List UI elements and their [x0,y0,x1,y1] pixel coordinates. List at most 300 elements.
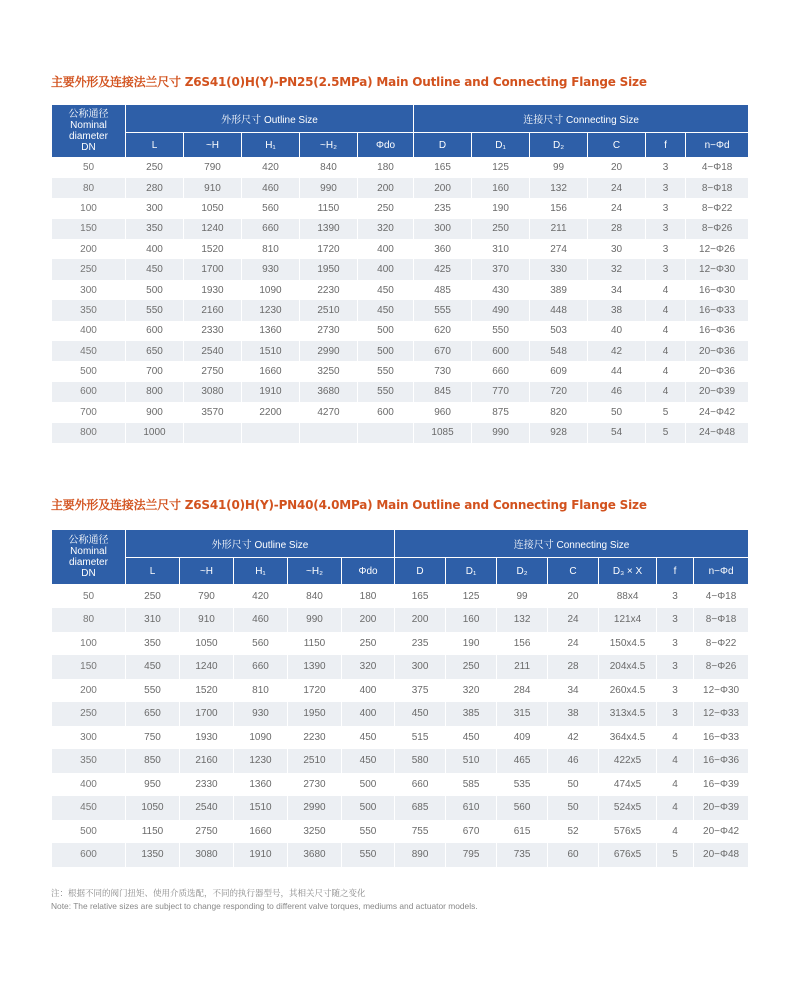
dn-cell: 80 [52,178,126,198]
table-cell: 211 [530,219,588,239]
table-cell: 320 [342,655,395,679]
table-cell: 460 [242,178,300,198]
column-header: f [646,133,686,158]
table-cell: 20−Φ42 [694,820,749,844]
column-header: ~H [184,133,242,158]
table-cell: 3 [657,702,694,726]
table-cell: 165 [395,585,446,609]
table-cell: 1090 [234,726,288,750]
table-cell: 3 [657,632,694,656]
dn-cell: 500 [52,361,126,381]
note-english: Note: The relative sizes are subject to change responding to different valve torques, mediums and actuator models. [51,901,478,911]
table-cell: 928 [530,423,588,443]
table-cell: 1700 [180,702,234,726]
table-cell: 121x4 [599,608,657,632]
table-cell: 24 [588,198,646,218]
table-cell: 16−Φ30 [686,280,749,300]
table-cell: 500 [342,773,395,797]
table-cell: 3680 [300,382,358,402]
column-header: ~H₂ [288,558,342,585]
table-cell: 550 [358,361,414,381]
connecting-size-group-header: 连接尺寸 Connecting Size [395,530,749,558]
table-cell: 4 [657,773,694,797]
table-cell: 20−Φ36 [686,361,749,381]
table-cell: 1660 [234,820,288,844]
table-cell: 24−Φ48 [686,423,749,443]
table-cell: 650 [126,702,180,726]
table-cell: 580 [395,749,446,773]
table-cell: 450 [446,726,497,750]
table-cell: 560 [234,632,288,656]
table-cell: 3080 [184,382,242,402]
table-cell [358,423,414,443]
table-cell: 510 [446,749,497,773]
dn-cell: 50 [52,158,126,178]
column-header: ~H₂ [300,133,358,158]
table-cell: 450 [358,300,414,320]
dn-cell: 250 [52,259,126,279]
table-cell: 1240 [180,655,234,679]
table-cell: 50 [548,796,599,820]
table-cell: 3570 [184,402,242,422]
table-cell: 42 [588,341,646,361]
table-cell: 330 [530,259,588,279]
table-cell: 1050 [180,632,234,656]
table-cell: 250 [342,632,395,656]
table-cell: 4 [657,820,694,844]
table-cell: 50 [588,402,646,422]
table-cell: 450 [358,280,414,300]
table-row [52,280,749,300]
table-cell: 16−Φ33 [686,300,749,320]
table-cell: 310 [472,239,530,259]
table-row [52,382,749,402]
table-cell: 30 [588,239,646,259]
table-cell: 350 [126,632,180,656]
column-header: D [395,558,446,585]
table-cell: 2540 [184,341,242,361]
table-cell: 450 [126,655,180,679]
table-cell: 46 [548,749,599,773]
table-cell: 1520 [180,679,234,703]
table-cell: 20−Φ48 [694,843,749,867]
dimension-table-pn40 [51,529,749,867]
connecting-size-group-header: 连接尺寸 Connecting Size [414,105,749,133]
table-cell: 550 [358,382,414,402]
table-cell: 460 [234,608,288,632]
table-cell: 2540 [180,796,234,820]
table-cell: 200 [358,178,414,198]
column-header: H₁ [234,558,288,585]
table-cell: 3 [646,178,686,198]
table-cell: 190 [472,198,530,218]
table-cell: 60 [548,843,599,867]
table-cell: 46 [588,382,646,402]
dn-cell: 450 [52,341,126,361]
table-cell: 930 [234,702,288,726]
table-cell: 190 [446,632,497,656]
table-row [52,341,749,361]
table-cell: 4270 [300,402,358,422]
table-cell: 2330 [180,773,234,797]
table-cell: 1150 [300,198,358,218]
table-cell: 1090 [242,280,300,300]
table-cell: 400 [126,239,184,259]
table-cell: 5 [646,423,686,443]
table-cell: 24 [548,632,599,656]
dn-cell: 400 [52,773,126,797]
table-cell: 685 [395,796,446,820]
table-cell: 12−Φ30 [686,259,749,279]
table-row [52,361,749,381]
table-cell: 4 [646,382,686,402]
table-cell: 1950 [288,702,342,726]
dn-header: 公称通径 Nominal diameter DN [52,105,126,158]
table-cell: 600 [358,402,414,422]
table-cell: 16−Φ36 [694,749,749,773]
column-header: n−Φd [686,133,749,158]
column-header: f [657,558,694,585]
dn-cell: 600 [52,382,126,402]
table-cell: 389 [530,280,588,300]
table-cell: 550 [126,300,184,320]
table-cell: 2750 [184,361,242,381]
table-cell: 250 [126,585,180,609]
note-chinese: 注：根据不同的阀门扭矩、使用介质选配，不同的执行器型号，其相关尺寸随之变化 [51,889,366,899]
table-cell: 950 [126,773,180,797]
table-cell: 250 [126,158,184,178]
table-cell: 200 [395,608,446,632]
table-cell: 400 [342,679,395,703]
column-header: C [548,558,599,585]
table-cell: 2330 [184,321,242,341]
table-row [52,259,749,279]
table-cell: 200 [342,608,395,632]
table-cell: 1150 [288,632,342,656]
dn-cell: 500 [52,820,126,844]
table-cell: 660 [242,219,300,239]
table-cell: 4 [646,280,686,300]
table-cell: 1360 [234,773,288,797]
table-cell: 850 [126,749,180,773]
table-cell: 1390 [288,655,342,679]
column-header: n−Φd [694,558,749,585]
table-cell: 24 [548,608,599,632]
table-cell: 425 [414,259,472,279]
column-header: Φdo [342,558,395,585]
table-cell: 370 [472,259,530,279]
table-cell: 400 [342,702,395,726]
dn-cell: 50 [52,585,126,609]
table-cell: 132 [530,178,588,198]
table-cell [242,423,300,443]
dn-cell: 250 [52,702,126,726]
table-cell: 1240 [184,219,242,239]
dn-cell: 600 [52,843,126,867]
table-cell: 1520 [184,239,242,259]
table-cell: 660 [234,655,288,679]
table-cell: 38 [588,300,646,320]
table-cell: 2730 [288,773,342,797]
table-cell: 20−Φ36 [686,341,749,361]
table-cell: 1660 [242,361,300,381]
table-cell: 300 [395,655,446,679]
table-cell: 845 [414,382,472,402]
table-cell: 550 [342,820,395,844]
table-cell: 500 [342,796,395,820]
table-cell: 3 [646,219,686,239]
table-cell: 515 [395,726,446,750]
column-header: ~H [180,558,234,585]
table-cell: 16−Φ33 [694,726,749,750]
table-cell: 180 [358,158,414,178]
table-cell: 20−Φ39 [686,382,749,402]
table-cell: 810 [234,679,288,703]
table-cell: 4 [657,726,694,750]
table-cell: 40 [588,321,646,341]
table-cell: 660 [472,361,530,381]
table-cell: 890 [395,843,446,867]
table-cell: 535 [497,773,548,797]
table-cell: 875 [472,402,530,422]
table-cell: 132 [497,608,548,632]
table-row [52,300,749,320]
dn-cell: 150 [52,655,126,679]
table-cell: 1910 [234,843,288,867]
table-cell: 840 [300,158,358,178]
table-cell: 1510 [234,796,288,820]
table-cell: 720 [530,382,588,402]
column-header: D₂ [530,133,588,158]
table-cell: 310 [126,608,180,632]
table-cell: 448 [530,300,588,320]
table-cell: 2160 [180,749,234,773]
table-cell: 235 [395,632,446,656]
table-cell: 156 [497,632,548,656]
table-row [52,679,749,703]
table-cell: 1930 [180,726,234,750]
table-cell: 800 [126,382,184,402]
table-cell: 3250 [288,820,342,844]
table-cell: 156 [530,198,588,218]
table-cell: 910 [184,178,242,198]
table-cell: 990 [472,423,530,443]
dn-cell: 200 [52,239,126,259]
dn-header: 公称通径 Nominal diameter DN [52,530,126,585]
table-cell: 8−Φ18 [686,178,749,198]
column-header: C [588,133,646,158]
column-header: Φdo [358,133,414,158]
table-cell: 576x5 [599,820,657,844]
table-cell: 20 [588,158,646,178]
table-cell: 1700 [184,259,242,279]
table-cell: 211 [497,655,548,679]
table-cell: 3080 [180,843,234,867]
dn-cell: 350 [52,300,126,320]
table-cell: 600 [472,341,530,361]
table-row [52,198,749,218]
table-cell: 910 [180,608,234,632]
table-cell: 840 [288,585,342,609]
table-cell: 3 [646,198,686,218]
table-cell: 8−Φ22 [686,198,749,218]
column-header: D₁ [472,133,530,158]
table-cell: 4−Φ18 [694,585,749,609]
table-row [52,423,749,443]
table-cell: 280 [126,178,184,198]
table-cell: 250 [472,219,530,239]
table-cell: 54 [588,423,646,443]
table-cell: 160 [446,608,497,632]
table-cell: 485 [414,280,472,300]
table-cell: 1910 [242,382,300,402]
table-cell: 750 [126,726,180,750]
table-cell: 450 [126,259,184,279]
table-cell: 1720 [300,239,358,259]
table-cell: 3 [657,655,694,679]
table-row [52,239,749,259]
table-cell: 360 [414,239,472,259]
outline-size-group-header: 外形尺寸 Outline Size [126,105,414,133]
table-cell: 4 [646,321,686,341]
table-cell: 960 [414,402,472,422]
table-row [52,726,749,750]
table-cell: 1050 [126,796,180,820]
table-cell: 474x5 [599,773,657,797]
table-cell: 3 [646,158,686,178]
table-cell: 8−Φ26 [686,219,749,239]
table-cell: 204x4.5 [599,655,657,679]
table-row [52,843,749,867]
table-cell: 2510 [288,749,342,773]
table-cell: 609 [530,361,588,381]
table-cell: 385 [446,702,497,726]
table-cell: 1350 [126,843,180,867]
table-row [52,321,749,341]
table-cell: 735 [497,843,548,867]
table-cell: 450 [395,702,446,726]
table-row [52,632,749,656]
dn-cell: 100 [52,632,126,656]
table-cell: 500 [126,280,184,300]
table-cell: 550 [126,679,180,703]
table-cell: 3 [657,608,694,632]
table-cell: 99 [497,585,548,609]
table-cell: 409 [497,726,548,750]
table-cell: 422x5 [599,749,657,773]
table-cell [300,423,358,443]
table-cell: 2200 [242,402,300,422]
table-cell: 790 [184,158,242,178]
dn-cell: 80 [52,608,126,632]
table-cell: 180 [342,585,395,609]
table-cell: 1390 [300,219,358,239]
table2-title: 主要外形及连接法兰尺寸 Z6S41(0)H(Y)-PN40(4.0MPa) Main Outline and Connecting Flange Size [51,498,647,512]
table-cell: 560 [497,796,548,820]
table-cell: 730 [414,361,472,381]
table-cell: 235 [414,198,472,218]
column-header: L [126,558,180,585]
table-cell: 548 [530,341,588,361]
table-row [52,796,749,820]
table-cell: 1230 [234,749,288,773]
table-row [52,219,749,239]
table-cell: 300 [414,219,472,239]
table-cell: 32 [588,259,646,279]
table-cell: 430 [472,280,530,300]
table-cell: 550 [472,321,530,341]
table-cell: 3 [646,239,686,259]
table-cell: 755 [395,820,446,844]
table-cell: 160 [472,178,530,198]
table-row [52,158,749,178]
table-cell: 555 [414,300,472,320]
table-cell: 610 [446,796,497,820]
table-row [52,702,749,726]
table-cell: 930 [242,259,300,279]
table-cell: 820 [530,402,588,422]
table-row [52,655,749,679]
table-cell: 400 [358,259,414,279]
table-cell: 313x4.5 [599,702,657,726]
table-row [52,820,749,844]
table-cell: 200 [414,178,472,198]
table-cell: 28 [548,655,599,679]
table-cell: 770 [472,382,530,402]
column-header: H₁ [242,133,300,158]
table-row [52,178,749,198]
table-cell: 615 [497,820,548,844]
table-cell: 8−Φ22 [694,632,749,656]
dn-cell: 450 [52,796,126,820]
table-cell: 420 [234,585,288,609]
table-cell: 1085 [414,423,472,443]
table-cell: 34 [548,679,599,703]
table-row [52,585,749,609]
table-cell: 1150 [126,820,180,844]
table-cell: 1720 [288,679,342,703]
table-cell: 165 [414,158,472,178]
table-cell: 900 [126,402,184,422]
table-cell: 2160 [184,300,242,320]
table-cell: 4 [646,300,686,320]
table-cell: 670 [414,341,472,361]
table-cell: 620 [414,321,472,341]
table-cell: 274 [530,239,588,259]
table-cell: 50 [548,773,599,797]
table-cell: 260x4.5 [599,679,657,703]
table-cell: 315 [497,702,548,726]
table-cell: 320 [446,679,497,703]
table-cell [184,423,242,443]
table-cell: 4−Φ18 [686,158,749,178]
table-cell: 2510 [300,300,358,320]
dn-cell: 400 [52,321,126,341]
column-header: D₂ [497,558,548,585]
table-cell: 12−Φ30 [694,679,749,703]
table-cell: 125 [446,585,497,609]
table-cell: 3680 [288,843,342,867]
table-cell: 700 [126,361,184,381]
dn-cell: 200 [52,679,126,703]
table-cell: 2730 [300,321,358,341]
table-cell: 3 [657,585,694,609]
column-header: L [126,133,184,158]
table-cell: 2230 [300,280,358,300]
table-cell: 375 [395,679,446,703]
table-cell: 670 [446,820,497,844]
table-cell: 5 [657,843,694,867]
